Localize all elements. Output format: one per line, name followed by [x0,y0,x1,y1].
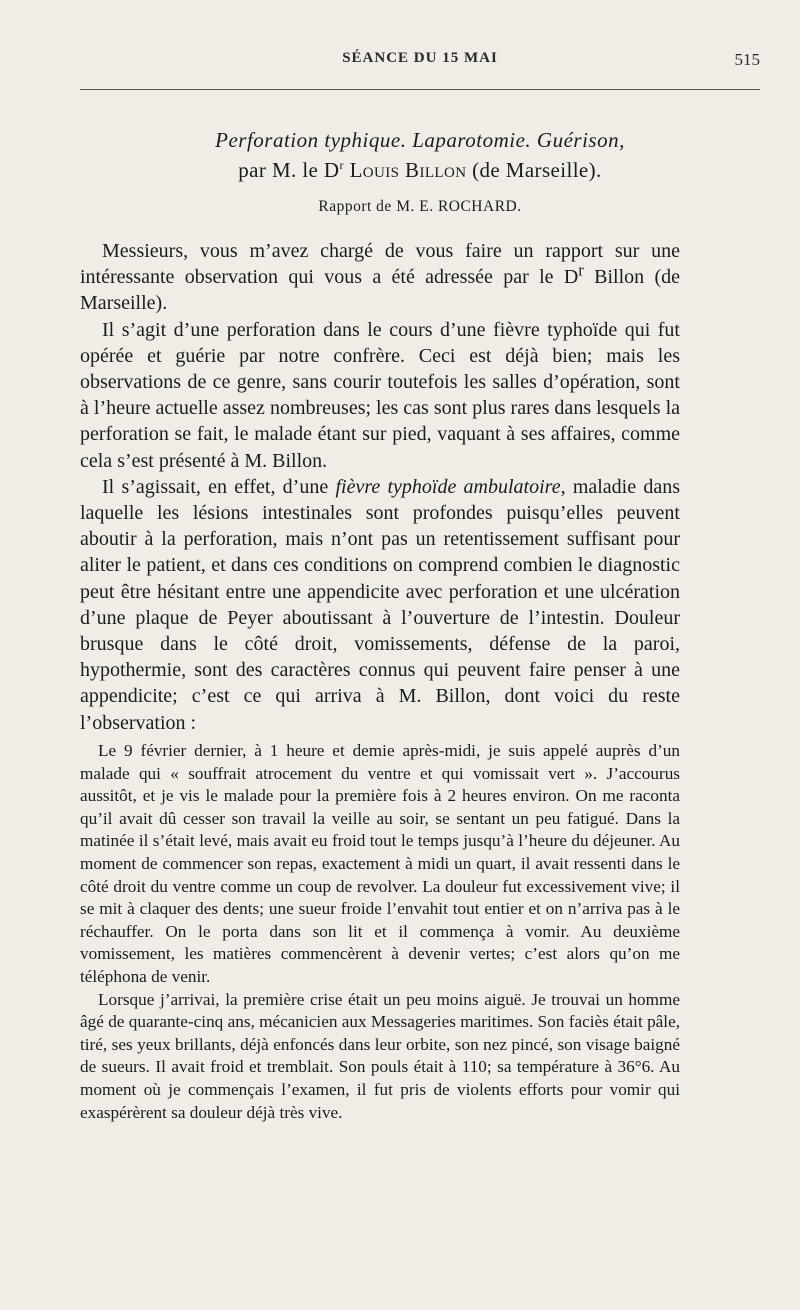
observation-paragraph: Le 9 février dernier, à 1 heure et demie après-midi, je suis appelé auprès d’un malade qui « souffrait atrocement du ventre et qui vomissait vert ». J’accourus aussitôt, et je vis le malade pour la première fois à 2 heures environ. On me raconta qu’il avait dû cesser son travail la veille au soir, se sentant un peu fatigué. Dans la matinée il s’était levé, mais avait eu froid tout le temps jusqu’à l’heure du déjeuner. Au moment de commencer son repas, exactement à midi un quart, il avait ressenti dans le côté droit du ventre comme un coup de revolver. La douleur fut excessivement vive; il se mit à claquer des dents; une sueur froide l’envahit tout entier et on n’arriva pas à le réchauffer. On le porta dans son lit et il commença à vomir. Au deuxième vomissement, les matières commencèrent à devenir vertes; c’est alors qu’on me téléphona de venir. [80,741,680,986]
paragraph [80,474,680,736]
page-number: 515 [734,50,760,69]
author-name: Louis Billon [349,158,467,182]
observation-paragraph: Lorsque j’arrivai, la première crise était un peu moins aiguë. Je trouvai un homme âgé de quarante-cinq ans, mécanicien aux Messageries maritimes. Son faciès était pâle, tiré, ses yeux brillants, déjà enfoncés dans leur orbite, son nez pincé, son visage baigné de sueurs. Il avait froid et tremblait. Son pouls était à 110; sa température à 36°6. Au moment où je commençais l’examen, il fut pris de violents efforts pour vomir qui exaspérèrent sa douleur déjà très vive. [80,989,680,1122]
title-line-1: Perforation typhique. Laparotomie. Guérison, [215,128,625,152]
page-header [80,50,760,70]
header-rule [80,89,760,90]
report-body [80,238,680,736]
title-by: par M. le D [238,158,340,182]
observation-text [80,740,680,1124]
p3-end: , maladie dans laquelle les lésions intestinales sont profondes puisqu’elles peuvent aboutir à la perforation, mais n’ont pas un retentissement suffisant pour aliter le patient, et dans ces conditions on comprend combien le diagnostic peut être hésitant entre une appendicite avec perforation et une ulcération d’une plaque de Peyer aboutissant à l’ouverture de l’intestin. Douleur brusque dans le côté droit, vomissements, défense de la paroi, hypothermie, sont des caractères connus qui peuvent faire penser à une appendicite; c’est ce qui arriva à M. Billon, dont voici du reste l’observation : [80,475,680,734]
report-byline: Rapport de M. E. ROCHARD. [318,198,522,215]
article-title [80,125,760,185]
p1-end: Billon (de Marseille). [80,266,681,315]
p1-sup: r [578,260,584,280]
title-sup: r [339,158,344,172]
p3-emphasis: fièvre typhoïde ambulatoire [335,475,561,498]
paragraph: Il s’agit d’une perforation dans le cours d’une fièvre typhoïde qui fut opérée et guérie par notre confrère. Ceci est déjà bien; mais les observations de ce genre, sans courir toutefois les salles d’opération, sont à l’heure actuelle assez nombreuses; les cas sont plus rares dans lesquels la perforation se fait, le malade étant sur pied, vaquant à ses affaires, comme cela s’est présenté à M. Billon. [80,318,680,472]
paragraph [80,238,680,317]
author-origin: (de Marseille). [466,158,602,182]
p3-text: Il s’agissait, en effet, d’une [102,475,336,498]
p1-text: Messieurs, vous m’avez chargé de vous faire un rapport sur une intéressante observation qui vous a été adressée par le D [80,240,680,289]
title-line-2 [80,155,760,185]
running-title: SÉANCE DU 15 MAI [342,50,498,66]
